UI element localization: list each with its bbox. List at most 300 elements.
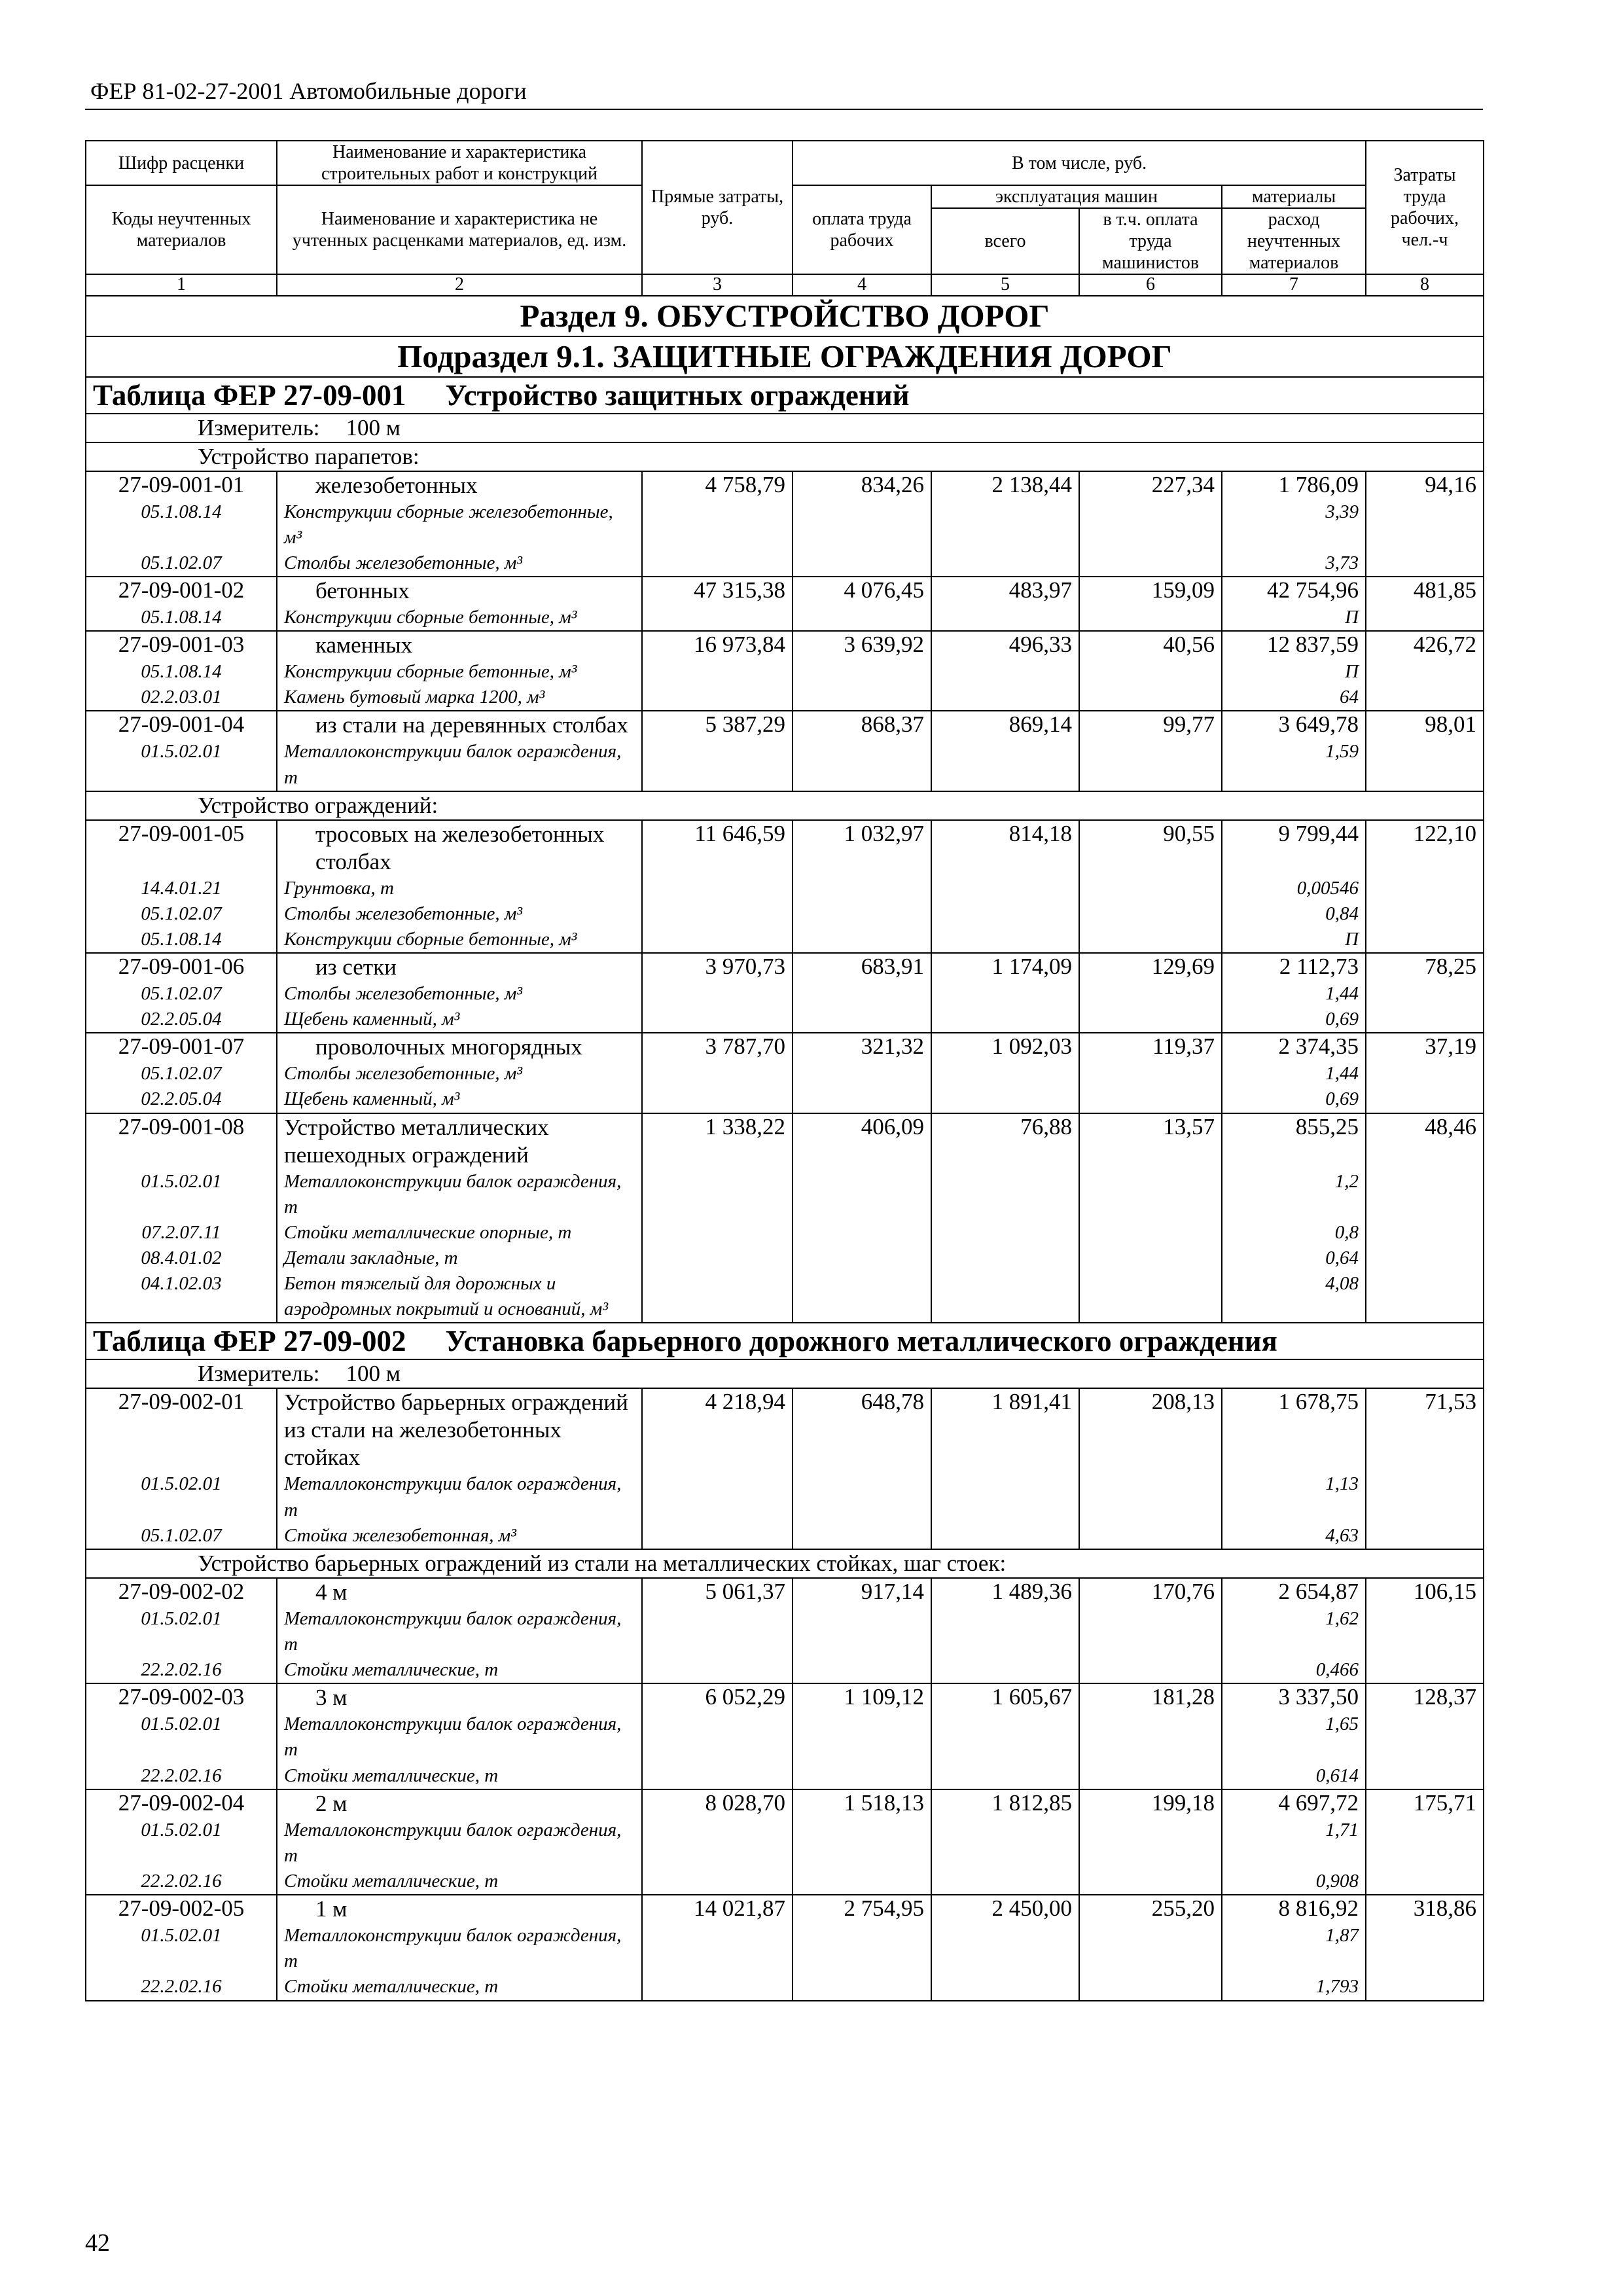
rate-name: проволочных многорядных	[277, 1033, 642, 1061]
material-code: 01.5.02.01	[86, 1923, 277, 1974]
material-row	[86, 1869, 1484, 1895]
material-name: Металлоконструкции балок ограждения, т	[277, 739, 642, 791]
empty-cell	[1366, 550, 1484, 577]
material-code: 05.1.02.07	[86, 901, 277, 927]
rate-value: 1 489,36	[931, 1578, 1079, 1606]
material-row	[86, 1169, 1484, 1220]
rate-value: 318,86	[1366, 1895, 1484, 1923]
empty-cell	[1079, 1712, 1222, 1763]
material-name: Стойка железобетонная, м³	[277, 1523, 642, 1549]
empty-cell	[793, 1923, 931, 1974]
empty-cell	[793, 1471, 931, 1522]
rate-value: 128,37	[1366, 1683, 1484, 1712]
empty-cell	[793, 1061, 931, 1086]
rate-value: 199,18	[1079, 1789, 1222, 1818]
empty-cell	[1079, 1974, 1222, 2000]
material-qty: 1,44	[1222, 1061, 1366, 1086]
empty-cell	[793, 659, 931, 685]
table-row	[86, 1113, 1484, 1169]
material-name: Столбы железобетонные, м³	[277, 1061, 642, 1086]
empty-cell	[793, 1818, 931, 1869]
measure-row	[86, 1359, 1484, 1388]
material-row	[86, 901, 1484, 927]
empty-cell	[1079, 1271, 1222, 1323]
empty-cell	[931, 739, 1079, 791]
empty-cell	[931, 1657, 1079, 1683]
col-number: 5	[931, 274, 1079, 296]
empty-cell	[642, 605, 793, 631]
rate-name: 1 м	[277, 1895, 642, 1923]
rate-value: 3 649,78	[1222, 711, 1366, 739]
material-name: Металлоконструкции балок ограждения, т	[277, 1471, 642, 1522]
rate-value: 1 174,09	[931, 953, 1079, 981]
material-qty: 0,00546	[1222, 876, 1366, 901]
table-row	[86, 1683, 1484, 1712]
rate-name: 4 м	[277, 1578, 642, 1606]
subsection-title: Подраздел 9.1. ЗАЩИТНЫЕ ОГРАЖДЕНИЯ ДОРОГ	[86, 336, 1484, 377]
table-title-row	[86, 1323, 1484, 1359]
rate-value: 3 639,92	[793, 631, 931, 659]
rate-value: 1 786,09	[1222, 471, 1366, 499]
group-heading	[86, 791, 1484, 820]
material-row	[86, 1271, 1484, 1323]
rate-code: 27-09-002-01	[86, 1388, 277, 1471]
rate-value: 14 021,87	[642, 1895, 793, 1923]
material-qty: 0,466	[1222, 1657, 1366, 1683]
material-name: Металлоконструкции балок ограждения, т	[277, 1712, 642, 1763]
col-number: 2	[277, 274, 642, 296]
material-code: 07.2.07.11	[86, 1220, 277, 1246]
material-row	[86, 1061, 1484, 1086]
rate-value: 4 076,45	[793, 577, 931, 605]
material-code: 01.5.02.01	[86, 739, 277, 791]
empty-cell	[1079, 1869, 1222, 1895]
empty-cell	[642, 659, 793, 685]
empty-cell	[1079, 739, 1222, 791]
material-qty: 0,84	[1222, 901, 1366, 927]
empty-cell	[1366, 927, 1484, 953]
empty-cell	[642, 739, 793, 791]
material-code: 01.5.02.01	[86, 1712, 277, 1763]
empty-cell	[1366, 739, 1484, 791]
empty-cell	[931, 1169, 1079, 1220]
material-code: 08.4.01.02	[86, 1246, 277, 1271]
rate-value: 1 032,97	[793, 820, 931, 876]
group-label: Устройство барьерных ограждений из стали на металлических стойках, шаг стоек:	[198, 1550, 1007, 1576]
empty-cell	[642, 1471, 793, 1522]
material-qty: 3,73	[1222, 550, 1366, 577]
rate-name: из сетки	[277, 953, 642, 981]
rate-value: 170,76	[1079, 1578, 1222, 1606]
empty-cell	[1079, 1923, 1222, 1974]
rate-value: 181,28	[1079, 1683, 1222, 1712]
material-code: 14.4.01.21	[86, 876, 277, 901]
rate-value: 4 218,94	[642, 1388, 793, 1471]
material-code: 22.2.02.16	[86, 1657, 277, 1683]
material-row	[86, 1818, 1484, 1869]
material-qty: П	[1222, 659, 1366, 685]
material-name: Щебень каменный, м³	[277, 1007, 642, 1033]
col-header-machines: эксплуатация машин	[931, 185, 1222, 208]
measure-unit: 100 м	[346, 414, 401, 440]
col-header-materials-flow: расход неучтенных материалов	[1222, 208, 1366, 274]
rate-name: Устройство металлических пешеходных ограждений	[277, 1113, 642, 1169]
material-qty: П	[1222, 927, 1366, 953]
empty-cell	[642, 1007, 793, 1033]
empty-cell	[642, 1271, 793, 1323]
empty-cell	[1366, 605, 1484, 631]
col-header-direct: Прямые затраты, руб.	[642, 141, 793, 274]
empty-cell	[793, 1657, 931, 1683]
empty-cell	[931, 499, 1079, 550]
material-qty: 1,65	[1222, 1712, 1366, 1763]
rate-value: 9 799,44	[1222, 820, 1366, 876]
material-row	[86, 981, 1484, 1007]
rate-name: Устройство барьерных ограждений из стали на железобетонных стойках	[277, 1388, 642, 1471]
empty-cell	[1079, 927, 1222, 953]
empty-cell	[642, 1712, 793, 1763]
material-code: 01.5.02.01	[86, 1818, 277, 1869]
rate-value: 119,37	[1079, 1033, 1222, 1061]
empty-cell	[1079, 1086, 1222, 1113]
empty-cell	[1366, 1271, 1484, 1323]
material-qty: 1,2	[1222, 1169, 1366, 1220]
empty-cell	[1079, 685, 1222, 711]
measure	[86, 414, 1484, 442]
material-row	[86, 739, 1484, 791]
empty-cell	[931, 1471, 1079, 1522]
col-header-incl: В том числе, руб.	[793, 141, 1366, 185]
empty-cell	[1366, 1169, 1484, 1220]
empty-cell	[1366, 1606, 1484, 1657]
col-number: 4	[793, 274, 931, 296]
rate-value: 98,01	[1366, 711, 1484, 739]
rate-code: 27-09-001-06	[86, 953, 277, 981]
empty-cell	[793, 876, 931, 901]
rate-value: 47 315,38	[642, 577, 793, 605]
empty-cell	[1079, 876, 1222, 901]
rate-code: 27-09-002-03	[86, 1683, 277, 1712]
rate-name: железобетонных	[277, 471, 642, 499]
material-row	[86, 1007, 1484, 1033]
rate-value: 5 387,29	[642, 711, 793, 739]
material-name: Столбы железобетонные, м³	[277, 550, 642, 577]
empty-cell	[1079, 605, 1222, 631]
table-title	[86, 377, 1484, 414]
material-row	[86, 1220, 1484, 1246]
material-qty: 1,71	[1222, 1818, 1366, 1869]
rate-value: 869,14	[931, 711, 1079, 739]
rate-value: 8 816,92	[1222, 1895, 1366, 1923]
empty-cell	[642, 876, 793, 901]
rate-value: 37,19	[1366, 1033, 1484, 1061]
rate-value: 12 837,59	[1222, 631, 1366, 659]
rate-value: 16 973,84	[642, 631, 793, 659]
rate-code: 27-09-001-04	[86, 711, 277, 739]
empty-cell	[931, 1523, 1079, 1549]
material-qty: П	[1222, 605, 1366, 631]
table-row	[86, 711, 1484, 739]
material-row	[86, 1086, 1484, 1113]
group-row	[86, 1549, 1484, 1578]
empty-cell	[642, 1923, 793, 1974]
material-row	[86, 1712, 1484, 1763]
material-qty: 4,63	[1222, 1523, 1366, 1549]
empty-cell	[931, 1220, 1079, 1246]
material-row	[86, 1923, 1484, 1974]
rate-value: 255,20	[1079, 1895, 1222, 1923]
material-code: 02.2.05.04	[86, 1086, 277, 1113]
table-row	[86, 1578, 1484, 1606]
empty-cell	[642, 1606, 793, 1657]
material-code: 22.2.02.16	[86, 1869, 277, 1895]
empty-cell	[1079, 550, 1222, 577]
empty-cell	[642, 1763, 793, 1789]
material-code: 01.5.02.01	[86, 1471, 277, 1522]
empty-cell	[642, 685, 793, 711]
rate-value: 1 605,67	[931, 1683, 1079, 1712]
rate-value: 814,18	[931, 820, 1079, 876]
empty-cell	[1366, 1086, 1484, 1113]
header-rule	[85, 109, 1483, 110]
measure-row	[86, 414, 1484, 442]
measure	[86, 1359, 1484, 1388]
empty-cell	[793, 1606, 931, 1657]
material-row	[86, 1657, 1484, 1683]
rate-value: 1 678,75	[1222, 1388, 1366, 1471]
empty-cell	[1366, 1007, 1484, 1033]
rate-value: 2 754,95	[793, 1895, 931, 1923]
empty-cell	[793, 1220, 931, 1246]
empty-cell	[642, 1086, 793, 1113]
rate-value: 40,56	[1079, 631, 1222, 659]
material-qty: 1,44	[1222, 981, 1366, 1007]
running-header-title: ФЕР 81-02-27-2001 Автомобильные дороги	[90, 78, 527, 104]
empty-cell	[793, 1086, 931, 1113]
material-row	[86, 927, 1484, 953]
empty-cell	[931, 550, 1079, 577]
rate-code: 27-09-001-01	[86, 471, 277, 499]
empty-cell	[793, 499, 931, 550]
material-name: Конструкции сборные бетонные, м³	[277, 927, 642, 953]
material-name: Стойки металлические, т	[277, 1763, 642, 1789]
material-qty: 0,908	[1222, 1869, 1366, 1895]
group-heading	[86, 442, 1484, 471]
rate-value: 76,88	[931, 1113, 1079, 1169]
empty-cell	[1366, 876, 1484, 901]
rate-value: 71,53	[1366, 1388, 1484, 1471]
material-name: Грунтовка, т	[277, 876, 642, 901]
material-qty: 1,62	[1222, 1606, 1366, 1657]
table-row	[86, 953, 1484, 981]
material-name: Стойки металлические, т	[277, 1657, 642, 1683]
material-code: 22.2.02.16	[86, 1974, 277, 2000]
page-number: 42	[85, 2229, 110, 2257]
table-title	[86, 1323, 1484, 1359]
empty-cell	[1366, 1923, 1484, 1974]
rate-code: 27-09-001-03	[86, 631, 277, 659]
rate-value: 42 754,96	[1222, 577, 1366, 605]
empty-cell	[1366, 499, 1484, 550]
material-code: 05.1.02.07	[86, 550, 277, 577]
empty-cell	[793, 1007, 931, 1033]
empty-cell	[642, 499, 793, 550]
material-name: Конструкции сборные бетонные, м³	[277, 659, 642, 685]
col-number: 6	[1079, 274, 1222, 296]
rate-name: 3 м	[277, 1683, 642, 1712]
empty-cell	[1079, 1523, 1222, 1549]
empty-cell	[1079, 1007, 1222, 1033]
empty-cell	[1366, 1220, 1484, 1246]
material-code: 05.1.08.14	[86, 605, 277, 631]
empty-cell	[1079, 499, 1222, 550]
group-heading	[86, 1549, 1484, 1578]
empty-cell	[793, 901, 931, 927]
empty-cell	[1079, 1657, 1222, 1683]
rate-value: 48,46	[1366, 1113, 1484, 1169]
material-code: 02.2.05.04	[86, 1007, 277, 1033]
rate-value: 4 697,72	[1222, 1789, 1366, 1818]
group-row	[86, 791, 1484, 820]
empty-cell	[1079, 1061, 1222, 1086]
empty-cell	[1366, 1246, 1484, 1271]
material-code: 05.1.08.14	[86, 659, 277, 685]
material-name: Стойки металлические, т	[277, 1974, 642, 2000]
material-name: Столбы железобетонные, м³	[277, 901, 642, 927]
group-label: Устройство ограждений:	[198, 792, 438, 818]
rate-value: 78,25	[1366, 953, 1484, 981]
empty-cell	[1079, 1818, 1222, 1869]
empty-cell	[1079, 1246, 1222, 1271]
rate-code: 27-09-001-05	[86, 820, 277, 876]
empty-cell	[1366, 1763, 1484, 1789]
material-row	[86, 550, 1484, 577]
rate-value: 11 646,59	[642, 820, 793, 876]
section-title: Раздел 9. ОБУСТРОЙСТВО ДОРОГ	[86, 296, 1484, 336]
rate-value: 13,57	[1079, 1113, 1222, 1169]
rate-value: 8 028,70	[642, 1789, 793, 1818]
rate-value: 1 518,13	[793, 1789, 931, 1818]
table-row	[86, 1789, 1484, 1818]
material-row	[86, 499, 1484, 550]
col-header-machines-wages: в т.ч. оплата труда машинистов	[1079, 208, 1222, 274]
empty-cell	[793, 1523, 931, 1549]
empty-cell	[1366, 1974, 1484, 2000]
rate-value: 90,55	[1079, 820, 1222, 876]
material-code: 05.1.08.14	[86, 927, 277, 953]
table-name: Установка барьерного дорожного металлического ограждения	[445, 1325, 1277, 1358]
rate-value: 917,14	[793, 1578, 931, 1606]
material-name: Стойки металлические, т	[277, 1869, 642, 1895]
rate-value: 1 338,22	[642, 1113, 793, 1169]
empty-cell	[793, 739, 931, 791]
rate-code: 27-09-002-02	[86, 1578, 277, 1606]
material-qty: 4,08	[1222, 1271, 1366, 1323]
material-name: Конструкции сборные бетонные, м³	[277, 605, 642, 631]
empty-cell	[642, 1061, 793, 1086]
material-row	[86, 1763, 1484, 1789]
material-row	[86, 685, 1484, 711]
empty-cell	[931, 981, 1079, 1007]
material-qty: 0,69	[1222, 1086, 1366, 1113]
col-header-mat-codes: Коды неучтенных материалов	[86, 185, 277, 274]
rate-value: 496,33	[931, 631, 1079, 659]
rate-value: 3 787,70	[642, 1033, 793, 1061]
table-row	[86, 471, 1484, 499]
rate-value: 175,71	[1366, 1789, 1484, 1818]
material-qty: 1,13	[1222, 1471, 1366, 1522]
empty-cell	[793, 685, 931, 711]
material-code: 22.2.02.16	[86, 1763, 277, 1789]
empty-cell	[793, 1271, 931, 1323]
empty-cell	[1366, 1712, 1484, 1763]
empty-cell	[642, 1220, 793, 1246]
rate-value: 321,32	[793, 1033, 931, 1061]
material-row	[86, 1606, 1484, 1657]
material-name: Бетон тяжелый для дорожных и аэродромных покрытий и оснований, м³	[277, 1271, 642, 1323]
empty-cell	[642, 1974, 793, 2000]
table-label: Таблица ФЕР 27-09-001	[93, 378, 406, 412]
material-row	[86, 1974, 1484, 2000]
empty-cell	[931, 1712, 1079, 1763]
material-row	[86, 605, 1484, 631]
col-number: 7	[1222, 274, 1366, 296]
rate-code: 27-09-002-05	[86, 1895, 277, 1923]
empty-cell	[1079, 1220, 1222, 1246]
material-qty: 1,59	[1222, 739, 1366, 791]
empty-cell	[1366, 1523, 1484, 1549]
material-code: 05.1.08.14	[86, 499, 277, 550]
empty-cell	[931, 1763, 1079, 1789]
empty-cell	[931, 1923, 1079, 1974]
empty-cell	[1079, 981, 1222, 1007]
rate-value: 855,25	[1222, 1113, 1366, 1169]
empty-cell	[1366, 1818, 1484, 1869]
material-name: Детали закладные, т	[277, 1246, 642, 1271]
table-row	[86, 1388, 1484, 1471]
measure-unit: 100 м	[346, 1361, 401, 1387]
rate-value: 2 374,35	[1222, 1033, 1366, 1061]
empty-cell	[642, 927, 793, 953]
empty-cell	[931, 1061, 1079, 1086]
material-name: Стойки металлические опорные, т	[277, 1220, 642, 1246]
material-name: Металлоконструкции балок ограждения, т	[277, 1606, 642, 1657]
empty-cell	[793, 550, 931, 577]
material-row	[86, 876, 1484, 901]
empty-cell	[793, 981, 931, 1007]
empty-cell	[931, 876, 1079, 901]
rate-value: 1 092,03	[931, 1033, 1079, 1061]
table-row	[86, 1895, 1484, 1923]
empty-cell	[931, 1818, 1079, 1869]
material-code: 01.5.02.01	[86, 1169, 277, 1220]
col-number: 3	[642, 274, 793, 296]
material-qty: 0,614	[1222, 1763, 1366, 1789]
empty-cell	[931, 1974, 1079, 2000]
col-header-materials: материалы	[1222, 185, 1366, 208]
empty-cell	[1079, 1169, 1222, 1220]
empty-cell	[642, 1869, 793, 1895]
material-name: Металлоконструкции балок ограждения, т	[277, 1818, 642, 1869]
material-qty: 1,87	[1222, 1923, 1366, 1974]
empty-cell	[1366, 659, 1484, 685]
empty-cell	[1366, 1471, 1484, 1522]
measure-label: Измеритель:	[198, 414, 320, 440]
empty-cell	[931, 685, 1079, 711]
table-row	[86, 577, 1484, 605]
empty-cell	[931, 1086, 1079, 1113]
rate-value: 159,09	[1079, 577, 1222, 605]
